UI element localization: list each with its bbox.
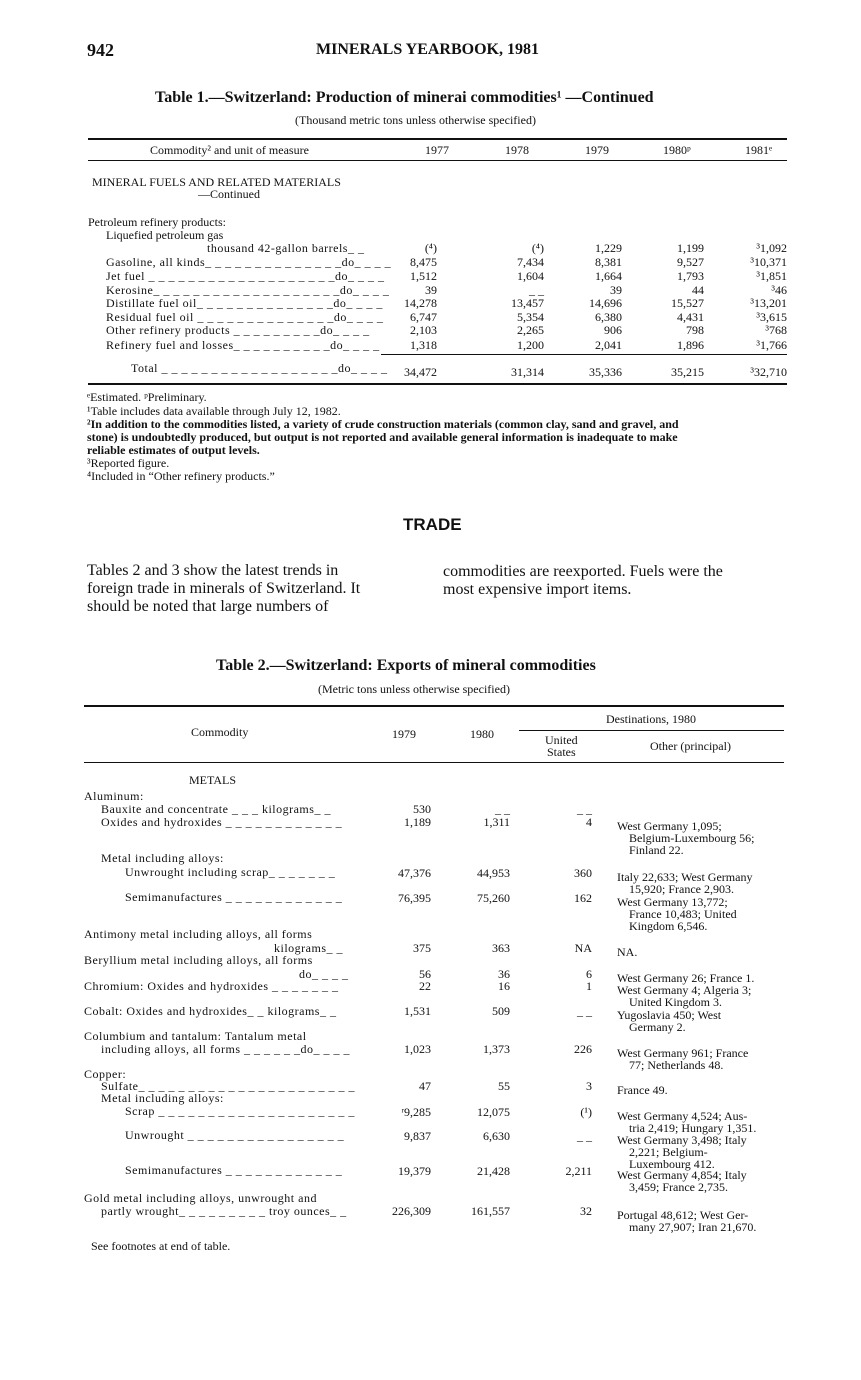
- table1-row-value: 1,896: [677, 338, 704, 352]
- table1-row-value: 13,457: [511, 296, 544, 310]
- table1-total-value: 34,472: [404, 365, 437, 379]
- table1-row-value: ³1,766: [756, 338, 787, 352]
- table2-value-us: 6: [586, 967, 592, 981]
- table1-top-rule: [88, 138, 787, 140]
- table2-row-label: including alloys, all forms _ _ _ _ _ _do_ _ _ _: [101, 1042, 350, 1056]
- table2-destination-other: 2,221; Belgium-: [629, 1145, 708, 1159]
- table1-row-value: 906: [604, 323, 622, 337]
- table1-row-value: 6,380: [595, 310, 622, 324]
- table1-row-value: 798: [686, 323, 704, 337]
- table2-col-us-line1: United: [545, 733, 578, 747]
- table1-row-value: 8,475: [410, 255, 437, 269]
- table1-row-label: Kerosine_ _ _ _ _ _ _ _ _ _ _ _ _ _ _ _ _ _ _do_ _ _ _: [106, 283, 390, 297]
- table2-value-us: (¹): [580, 1105, 592, 1119]
- table2-destination-other: Luxembourg 412.: [629, 1157, 715, 1171]
- table1-row-value: ³1,092: [756, 241, 787, 255]
- table2-header-rule: [84, 762, 784, 763]
- table2-col-us-line2: States: [547, 745, 576, 759]
- table2-value-1980: _ _: [495, 802, 510, 816]
- table2-value-1980: 6,630: [483, 1129, 510, 1143]
- table1-row-value: ³46: [771, 283, 787, 297]
- table2-destination-other: 15,920; France 2,903.: [629, 882, 734, 896]
- page-number: 942: [87, 40, 114, 60]
- table1-col-1979: 1979: [585, 143, 609, 157]
- table1-footnote: ¹Table includes data available through July 12, 1982.: [87, 404, 341, 418]
- table2-col-other: Other (principal): [650, 739, 731, 753]
- table2-value-us: 360: [574, 866, 592, 880]
- table2-value-1979: 22: [419, 979, 431, 993]
- table1-footnote: ³Reported figure.: [87, 456, 170, 470]
- table2-section: METALS: [189, 773, 237, 787]
- table2-value-1980: 363: [492, 941, 510, 955]
- table1-total-rule: [381, 354, 787, 355]
- table1-title: Table 1.—Switzerland: Production of minerai commodities¹ —Continued: [155, 89, 654, 106]
- table2-value-us: _ _: [577, 1004, 592, 1018]
- running-title: MINERALS YEARBOOK, 1981: [316, 41, 539, 58]
- table2-subtitle: (Metric tons unless otherwise specified): [318, 682, 510, 696]
- table1-row-value: 8,381: [595, 255, 622, 269]
- table1-col-1978: 1978: [505, 143, 529, 157]
- table2-destination-other: tria 2,419; Hungary 1,351.: [629, 1121, 757, 1135]
- table1-total-value: 35,336: [589, 365, 622, 379]
- table2-value-us: _ _: [577, 802, 592, 816]
- table2-destination-other: Germany 2.: [629, 1020, 686, 1034]
- table2-value-us: 32: [580, 1204, 592, 1218]
- table1-total-value: 31,314: [511, 365, 544, 379]
- table1-row-value: ³3,615: [756, 310, 787, 324]
- table2-value-1980: 21,428: [477, 1164, 510, 1178]
- table1-subtitle: (Thousand metric tons unless otherwise specified): [295, 113, 536, 127]
- table1-row-value: 1,229: [595, 241, 622, 255]
- table1-row-value: 2,041: [595, 338, 622, 352]
- table2-value-1979: 56: [419, 967, 431, 981]
- table2-destination-other: NA.: [617, 945, 638, 959]
- table2-destination-other: France 10,483; United: [629, 907, 737, 921]
- table2-destination-other: West Germany 4,854; Italy: [617, 1168, 747, 1182]
- table2-destination-other: 77; Netherlands 48.: [629, 1058, 724, 1072]
- table2-destination-other: West Germany 1,095;: [617, 819, 722, 833]
- table2-row-label: Unwrought _ _ _ _ _ _ _ _ _ _ _ _ _ _ _ _: [125, 1128, 345, 1142]
- table2-note: See footnotes at end of table.: [91, 1239, 231, 1253]
- table2-row-label: Sulfate_ _ _ _ _ _ _ _ _ _ _ _ _ _ _ _ _ _ _ _ _ _: [101, 1079, 355, 1093]
- table2-value-1979: 9,837: [404, 1129, 431, 1143]
- table2-col-destinations: Destinations, 1980: [606, 712, 696, 726]
- table2-value-1979: 47: [419, 1079, 431, 1093]
- table1-row-value: 2,265: [517, 323, 544, 337]
- table1-row-value: ³1,851: [756, 269, 787, 283]
- table1-row-value: 1,199: [677, 241, 704, 255]
- table1-row-value: 1,604: [517, 269, 544, 283]
- table1-row-value: 44: [692, 283, 704, 297]
- table1-row-value: _ _: [529, 283, 544, 297]
- table1-row-label: Refinery fuel and losses_ _ _ _ _ _ _ _ _ _do_ _ _ _: [106, 338, 380, 352]
- table2-row-label: Aluminum:: [84, 789, 144, 803]
- table2-value-1979: 226,309: [392, 1204, 431, 1218]
- table1-row-value: 4,431: [677, 310, 704, 324]
- table2-destination-other: Portugal 48,612; West Ger-: [617, 1208, 749, 1222]
- table1-row-value: (⁴): [531, 241, 544, 255]
- trade-heading: TRADE: [403, 515, 462, 534]
- table2-destination-other: Kingdom 6,546.: [629, 919, 708, 933]
- table2-row-label: kilograms_ _: [274, 941, 343, 955]
- table1-footnote: stone) is undoubtedly produced, but output is not reported and available general information is inadequate to make: [87, 430, 678, 444]
- table1-col-1980: 1980ᵖ: [663, 143, 691, 157]
- table2-value-1980: 509: [492, 1004, 510, 1018]
- table2-value-1979: 19,379: [398, 1164, 431, 1178]
- table2-row-label: Bauxite and concentrate _ _ _ kilograms_ _: [101, 802, 331, 816]
- table2-row-label: partly wrought_ _ _ _ _ _ _ _ _ troy ounces_ _: [101, 1204, 347, 1218]
- table2-top-rule: [84, 705, 784, 707]
- table2-value-1979: 1,023: [404, 1042, 431, 1056]
- table2-destination-other: West Germany 961; France: [617, 1046, 749, 1060]
- table2-value-1979: 1,531: [404, 1004, 431, 1018]
- table1-row-value: (⁴): [424, 241, 437, 255]
- table2-value-1980: 161,557: [471, 1204, 510, 1218]
- table1-bottom-rule: [88, 383, 787, 385]
- table1-row-label: Gasoline, all kinds_ _ _ _ _ _ _ _ _ _ _ _ _ _do_ _ _ _: [106, 255, 392, 269]
- table1-col-1977: 1977: [425, 143, 449, 157]
- table2-value-1980: 55: [498, 1079, 510, 1093]
- table2-value-1980: 75,260: [477, 891, 510, 905]
- table2-title: Table 2.—Switzerland: Exports of mineral commodities: [216, 657, 596, 674]
- table2-col-1979: 1979: [392, 727, 416, 741]
- table2-row-label: Metal including alloys:: [101, 851, 224, 865]
- table2-value-1980: 12,075: [477, 1105, 510, 1119]
- table2-value-1980: 36: [498, 967, 510, 981]
- table2-destination-other: Finland 22.: [629, 843, 684, 857]
- table1-footnote: ᵉEstimated. ᵖPreliminary.: [87, 390, 207, 404]
- table2-value-1979: 47,376: [398, 866, 431, 880]
- table1-row-label: Residual fuel oil _ _ _ _ _ _ _ _ _ _ _ _ _ _do_ _ _ _: [106, 310, 384, 324]
- table2-col-1980: 1980: [470, 727, 494, 741]
- table1-row-value: 2,103: [410, 323, 437, 337]
- table1-total-value: 35,215: [671, 365, 704, 379]
- table1-row-value: 6,747: [410, 310, 437, 324]
- table1-row-value: 9,527: [677, 255, 704, 269]
- table2-value-1979: 375: [413, 941, 431, 955]
- table1-col-1981: 1981ᵉ: [745, 143, 773, 157]
- table2-row-label: Chromium: Oxides and hydroxides _ _ _ _ _ _ _: [84, 979, 339, 993]
- table1-section-cont: —Continued: [198, 187, 260, 201]
- trade-paragraph-line: foreign trade in minerals of Switzerland. It: [87, 580, 361, 597]
- table2-destination-other: West Germany 26; France 1.: [617, 971, 755, 985]
- table1-row-value: 1,664: [595, 269, 622, 283]
- trade-paragraph-line: commodities are reexported. Fuels were the: [443, 563, 723, 580]
- table2-destination-other: Yugoslavia 450; West: [617, 1008, 722, 1022]
- table1-row-value: 39: [425, 283, 437, 297]
- table2-destination-other: 3,459; France 2,735.: [629, 1180, 728, 1194]
- table2-value-1980: 1,373: [483, 1042, 510, 1056]
- table2-value-us: 1: [586, 979, 592, 993]
- table2-value-us: 2,211: [565, 1164, 592, 1178]
- table2-value-us: 3: [586, 1079, 592, 1093]
- table2-value-1979: 1,189: [404, 815, 431, 829]
- table2-destination-other: Belgium-Luxembourg 56;: [629, 831, 755, 845]
- table2-value-1979: 76,395: [398, 891, 431, 905]
- table2-row-label: Copper:: [84, 1067, 127, 1081]
- table1-row-value: 39: [610, 283, 622, 297]
- trade-paragraph-line: should be noted that large numbers of: [87, 598, 329, 615]
- table2-value-1979: ʳ9,285: [401, 1105, 431, 1119]
- table2-destination-other: West Germany 13,772;: [617, 895, 728, 909]
- table1-row-label: thousand 42-gallon barrels_ _: [207, 241, 365, 255]
- table1-footnote: ⁴Included in “Other refinery products.”: [87, 469, 275, 483]
- table1-footnote: reliable estimates of output levels.: [87, 443, 260, 457]
- table1-footnote: ²In addition to the commodities listed, a variety of crude construction materials (common clay, sand and gravel, and: [87, 417, 679, 431]
- table2-row-label: Unwrought including scrap_ _ _ _ _ _ _: [125, 865, 336, 879]
- table2-destination-other: West Germany 3,498; Italy: [617, 1133, 747, 1147]
- table1-row-value: 5,354: [517, 310, 544, 324]
- table2-value-us: 162: [574, 891, 592, 905]
- table2-value-1980: 16: [498, 979, 510, 993]
- table1-row-label: Jet fuel _ _ _ _ _ _ _ _ _ _ _ _ _ _ _ _ _ _ _do_ _ _ _: [106, 269, 385, 283]
- trade-paragraph-line: most expensive import items.: [443, 581, 632, 598]
- table2-row-label: Columbium and tantalum: Tantalum metal: [84, 1029, 307, 1043]
- table1-col-commodity: Commodity² and unit of measure: [150, 143, 309, 157]
- table2-row-label: Antimony metal including alloys, all forms: [84, 927, 313, 941]
- table1-row-value: ³10,371: [750, 255, 787, 269]
- table1-row-value: 7,434: [517, 255, 544, 269]
- table2-row-label: Scrap _ _ _ _ _ _ _ _ _ _ _ _ _ _ _ _ _ _ _ _: [125, 1104, 355, 1118]
- table2-value-us: _ _: [577, 1129, 592, 1143]
- table1-row-value: 1,512: [410, 269, 437, 283]
- table2-destination-other: West Germany 4; Algeria 3;: [617, 983, 752, 997]
- table2-col-commodity: Commodity: [191, 725, 249, 739]
- table2-value-us: 4: [586, 815, 592, 829]
- table1-row-label: Other refinery products _ _ _ _ _ _ _ _ _do_ _ _ _: [106, 323, 370, 337]
- table1-row-value: ³768: [765, 323, 787, 337]
- table2-destination-other: France 49.: [617, 1083, 668, 1097]
- table2-value-1979: 530: [413, 802, 431, 816]
- table2-dest-rule: [519, 730, 784, 731]
- table2-row-label: Semimanufactures _ _ _ _ _ _ _ _ _ _ _ _: [125, 1163, 343, 1177]
- table1-total-value: ³32,710: [750, 365, 787, 379]
- table2-destination-other: many 27,907; Iran 21,670.: [629, 1220, 757, 1234]
- table2-destination-other: West Germany 4,524; Aus-: [617, 1109, 748, 1123]
- table2-row-label: Oxides and hydroxides _ _ _ _ _ _ _ _ _ _ _ _: [101, 815, 343, 829]
- table1-row-value: 1,200: [517, 338, 544, 352]
- table1-row-value: 15,527: [671, 296, 704, 310]
- table2-value-1980: 1,311: [483, 815, 510, 829]
- table1-group: Petroleum refinery products:: [88, 215, 226, 229]
- trade-paragraph-line: Tables 2 and 3 show the latest trends in: [87, 562, 339, 579]
- table1-row-value: 14,696: [589, 296, 622, 310]
- table1-header-rule: [88, 160, 787, 161]
- table1-row-value: 1,793: [677, 269, 704, 283]
- table2-row-label: Cobalt: Oxides and hydroxides_ _ kilograms_ _: [84, 1004, 337, 1018]
- table2-row-label: Metal including alloys:: [101, 1091, 224, 1105]
- table2-value-1980: 44,953: [477, 866, 510, 880]
- table1-section: MINERAL FUELS AND RELATED MATERIALS: [92, 175, 341, 189]
- table2-row-label: do_ _ _ _: [299, 967, 349, 981]
- table2-value-us: 226: [574, 1042, 592, 1056]
- table1-row-label: Distillate fuel oil_ _ _ _ _ _ _ _ _ _ _ _ _ _do_ _ _ _: [106, 296, 383, 310]
- table1-subgroup: Liquefied petroleum gas: [106, 228, 224, 242]
- table2-row-label: Beryllium metal including alloys, all forms: [84, 953, 313, 967]
- table1-row-value: ³13,201: [750, 296, 787, 310]
- table1-row-value: 14,278: [404, 296, 437, 310]
- table2-row-label: Semimanufactures _ _ _ _ _ _ _ _ _ _ _ _: [125, 890, 343, 904]
- table1-row-value: 1,318: [410, 338, 437, 352]
- table1-total-label: Total _ _ _ _ _ _ _ _ _ _ _ _ _ _ _ _ _ _do_ _ _ _: [131, 361, 388, 375]
- table2-row-label: Gold metal including alloys, unwrought and: [84, 1191, 317, 1205]
- table2-destination-other: Italy 22,633; West Germany: [617, 870, 753, 884]
- table2-value-us: NA: [574, 941, 592, 955]
- table2-destination-other: United Kingdom 3.: [629, 995, 722, 1009]
